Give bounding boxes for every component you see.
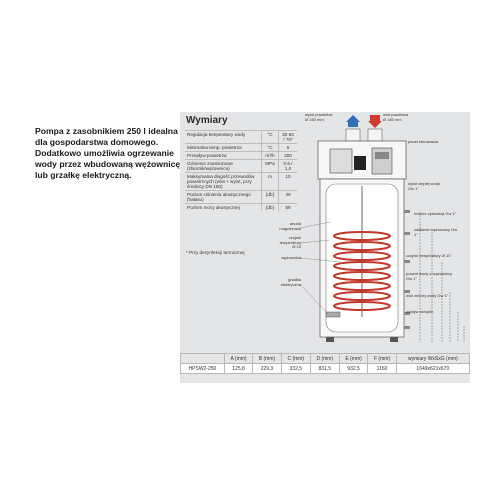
dims-header-cell: B (mm) — [253, 354, 282, 364]
dims-data-row — [181, 364, 470, 374]
spec-unit: [db] — [262, 191, 279, 204]
description-line: lub grzałkę elektryczną. — [35, 170, 132, 180]
description-line: wody przez wbudowaną wężownicę — [35, 159, 181, 169]
spec-unit: °C — [262, 144, 279, 152]
coil-supply-label: zasilanie wężownicy Gw 1" — [414, 227, 458, 237]
spec-value: 49 — [279, 191, 298, 204]
dims-cell: 125,8 — [224, 364, 252, 374]
spec-label: Poziom ciśnienia akustycznego (hałasu) — [185, 191, 262, 204]
dims-header-cell: F (mm) — [368, 354, 396, 364]
fan-housing — [330, 149, 352, 173]
spec-unit: m³/h — [262, 152, 279, 160]
spec-value: 0,6 / 1,0 — [279, 160, 298, 173]
spec-label: Regulacja temperatury wody — [185, 131, 262, 144]
cold-water-inlet-label: wlot zimnej wody Gw 1" — [406, 293, 449, 298]
dims-header-cell: wymiary WxSxG (mm) — [396, 354, 469, 364]
spec-label: Przepływ powietrza — [185, 152, 262, 160]
dims-header-cell: A (mm) — [224, 354, 252, 364]
spec-unit: °C — [262, 131, 279, 144]
product-description — [35, 126, 185, 181]
coil-return-label: powrót wody z wężownicy Gw 1" — [406, 271, 453, 281]
air-inlet-duct — [368, 129, 382, 141]
description-line: Dodatkowo umożliwia ogrzewanie — [35, 148, 174, 158]
dims-cell: 831,5 — [310, 364, 339, 374]
anode-label: anoda magnezowa — [279, 221, 301, 231]
spec-label: Maksymalna długość przewodów powietrznych (wlot + wylot, przy średnicy DN 150) — [185, 173, 262, 191]
spec-value: 300 — [279, 152, 298, 160]
air-outlet-arrow-icon — [346, 115, 360, 127]
dimensions-panel — [180, 112, 470, 383]
footnote: * Przy dezynfekcji termicznej — [186, 250, 245, 255]
dims-cell: HPSW2-250 — [181, 364, 225, 374]
dims-cell: 332,5 — [281, 364, 310, 374]
hot-water-outlet-label: wylot ciepłej wody Gw 1" — [408, 181, 441, 191]
dimensions-table — [180, 353, 470, 374]
dims-cell: 1649x621x670 — [396, 364, 469, 374]
dims-header-row — [181, 354, 470, 364]
dims-cell: 1160 — [368, 364, 396, 374]
recirculation-label: króciec cyrkulacji Gw 1" — [414, 211, 457, 216]
tank-foot — [326, 337, 334, 342]
spec-label: Ciśnienie znamionowe (zbiornik/wężownica) — [185, 160, 262, 173]
temp-sensor-1-label: czujnik temperatury Ø 10 — [279, 235, 301, 250]
dims-cell: 229,3 — [253, 364, 282, 374]
electric-heater — [326, 312, 340, 317]
tank-foot — [390, 337, 398, 342]
spec-label: Minimalna temp. powietrza — [185, 144, 262, 152]
description-line: Pompa z zasobnikiem 250 l idealna — [35, 126, 178, 136]
spec-value: 5 — [279, 144, 298, 152]
spec-unit: m — [262, 173, 279, 191]
dims-header-cell — [181, 354, 225, 364]
dims-header-cell: C (mm) — [281, 354, 310, 364]
condensate-label: odpływ skroplin — [406, 309, 434, 314]
spec-label: Poziom mocy akustycznej — [185, 204, 262, 212]
control-display — [375, 152, 389, 159]
spec-unit: MPa — [262, 160, 279, 173]
temp-sensor-2-label: czujnik temperatury Ø 10 — [406, 253, 451, 258]
spec-value: 30-60 / 70* — [279, 131, 298, 144]
air-inlet-arrow-icon — [368, 115, 382, 128]
air-outlet-label: wylot powietrza Ø 160 mm — [305, 112, 333, 122]
dims-cell: 932,5 — [339, 364, 368, 374]
air-inlet-label: wlot powietrza Ø 160 mm — [383, 112, 409, 122]
air-outlet-duct — [346, 129, 360, 141]
control-panel-label: panel sterowania — [408, 139, 439, 144]
spec-value: 59 — [279, 204, 298, 212]
spec-value: 10 — [279, 173, 298, 191]
description-line: dla gospodarstwa domowego. — [35, 137, 159, 147]
spec-unit: [db] — [262, 204, 279, 212]
compressor — [354, 156, 366, 170]
dims-header-cell: D (mm) — [310, 354, 339, 364]
dims-header-cell: E (mm) — [339, 354, 368, 364]
coil-name-label: wężownica — [281, 255, 301, 260]
panel-title: Wymiary — [186, 115, 228, 126]
control-panel — [372, 148, 392, 174]
heater-label: grzałka elektryczna — [280, 277, 301, 287]
